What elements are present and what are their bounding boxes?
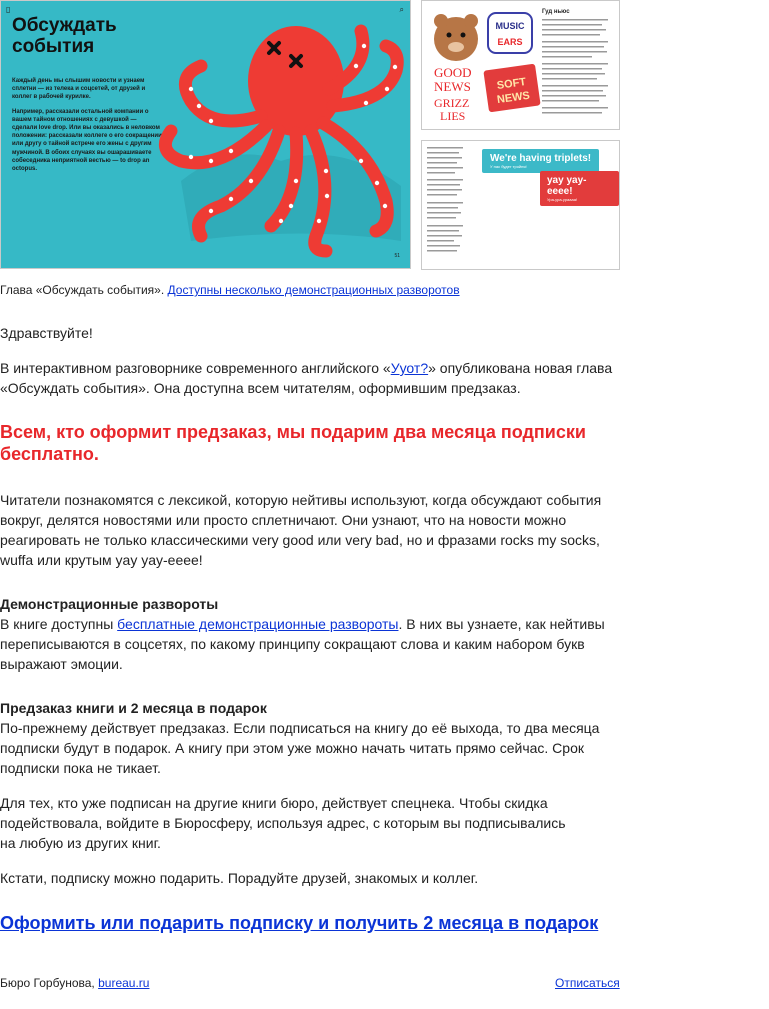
- chapter-title-line2: события: [12, 36, 95, 57]
- chat-bubble-subtext: Ура-ура-ураааа!: [547, 197, 578, 202]
- sticker-soft-text: SOFT: [496, 76, 527, 93]
- chat-bubble-subtext: У нас будет тройня!: [490, 164, 527, 169]
- intro-text-after: » опубликована новая глава «Обсуждать события». Она доступна всем читателям, оформившим предзаказ.: [0, 360, 613, 396]
- demo-images: [0, 0, 620, 270]
- sticker-news-text: NEWS: [434, 79, 471, 94]
- chapter-title: [12, 15, 132, 57]
- octopus-illustration: [151, 11, 411, 261]
- chat-bubble-text: We're having triplets!: [490, 153, 592, 164]
- sticker-good-news-text: GOOD: [434, 65, 472, 80]
- stickers-illustration: [426, 7, 544, 122]
- chat-bubble-triplets: [482, 149, 599, 173]
- book-link[interactable]: Ууот?: [390, 360, 429, 376]
- image-caption: [0, 283, 460, 297]
- demo-spread-triplets[interactable]: [421, 140, 620, 270]
- bookmark-icon: ▯: [6, 5, 11, 14]
- footer-company: [0, 976, 149, 990]
- spread-body-text: [542, 19, 612, 121]
- demo-heading: Демонстрационные развороты: [0, 596, 219, 612]
- sticker-lies-text: LIES: [440, 109, 466, 122]
- sticker-grizzlies-text: GRIZZ: [434, 96, 470, 110]
- caption-text: Глава «Обсуждать события».: [0, 283, 165, 297]
- greeting: Здравствуйте!: [0, 325, 93, 341]
- chapter-intro-paragraph: Например, рассказали остальной компании о вашем тайном отношениях с девушкой — сделали love drop. Или вы оказались в неловком положении: рассказали коллеге о его сокращении или другу о тайной встрече его жены с другим мужчиной. В обоих случаях вы ошарашиваете собеседника неприятной вестью — to drop an octopus.: [12, 108, 162, 173]
- chapter-cover-image[interactable]: [0, 0, 411, 269]
- free-demo-spreads-link[interactable]: бесплатные демонстрационные развороты: [117, 616, 399, 632]
- gift-paragraph: Кстати, подписку можно подарить. Порадуйте друзей, знакомых и коллег.: [0, 870, 479, 886]
- text-lines-decoration: [427, 147, 467, 257]
- intro-text-before: В интерактивном разговорнике современного английского «: [0, 360, 391, 376]
- sticker-ears-text: EARS: [497, 37, 523, 47]
- sticker-music-text: MUSIC: [495, 21, 525, 31]
- demo-text-before: В книге доступны: [0, 616, 118, 632]
- preorder-paragraph: По-прежнему действует предзаказ. Если подписаться на книгу до её выхода, то два месяца подписки будут в подарок. А книгу при этом уже можно начать читать прямо сейчас. Срок подписки пока не тикает.: [0, 720, 600, 776]
- demo-text-after: . В них вы узнаете, как нейтивы переписываются в соцсетях, по какому принципу сокращают слова и каким набором букв выражают эмоции.: [0, 616, 605, 672]
- chapter-title-line1: Обсуждать: [12, 15, 117, 36]
- subscribe-cta-link[interactable]: Оформить или подарить подписку и получить 2 месяца в подарок: [0, 913, 599, 933]
- preorder-heading: Предзаказ книги и 2 месяца в подарок: [0, 700, 267, 716]
- search-icon: ⌕: [399, 5, 404, 14]
- chapter-intro-paragraph: Каждый день мы слышим новости и узнаем сплетни — из телека и соцсетей, от друзей и коллег в рабочей курилке.: [12, 78, 146, 101]
- promo-headline: Всем, кто оформит предзаказ, мы подарим два месяца подписки бесплатно.: [0, 422, 586, 464]
- subscribers-discount-paragraph: Для тех, кто уже подписан на другие книги бюро, действует спецнека. Чтобы скидка подействовала, войдите в Бюросферу, используя адрес, с которым вы подписывались на любую из других книг.: [0, 795, 566, 851]
- text-lines-decoration: [542, 19, 612, 119]
- chat-bubble-yay: [540, 171, 619, 206]
- spread-heading: Гуд ньюс: [542, 9, 570, 15]
- sticker-soft-news-text: NEWS: [496, 89, 531, 107]
- chapter-description: Читатели познакомятся с лексикой, которую нейтивы используют, когда обсуждают события вокруг, делятся новостями или просто сплетничают. Они узнают, что на новости можно реагировать не только классическими very good или very bad, но и фразами rocks my socks, wuffa или крутым yay yay-eeee!: [0, 492, 602, 568]
- website-link[interactable]: bureau.ru: [98, 976, 150, 990]
- intro-paragraph: [0, 358, 620, 398]
- demo-spreads-link[interactable]: Доступны несколько демонстрационных разворотов: [167, 283, 460, 297]
- chapter-intro-text: [12, 77, 162, 173]
- demo-paragraph: [0, 614, 620, 674]
- company-name: Бюро Горбунова,: [0, 976, 99, 990]
- page-number: 51: [394, 253, 400, 259]
- chat-bubble-text: yay yay-eeee!: [547, 175, 587, 197]
- demo-spread-good-news[interactable]: [421, 0, 620, 130]
- unsubscribe-link[interactable]: Отписаться: [555, 976, 620, 990]
